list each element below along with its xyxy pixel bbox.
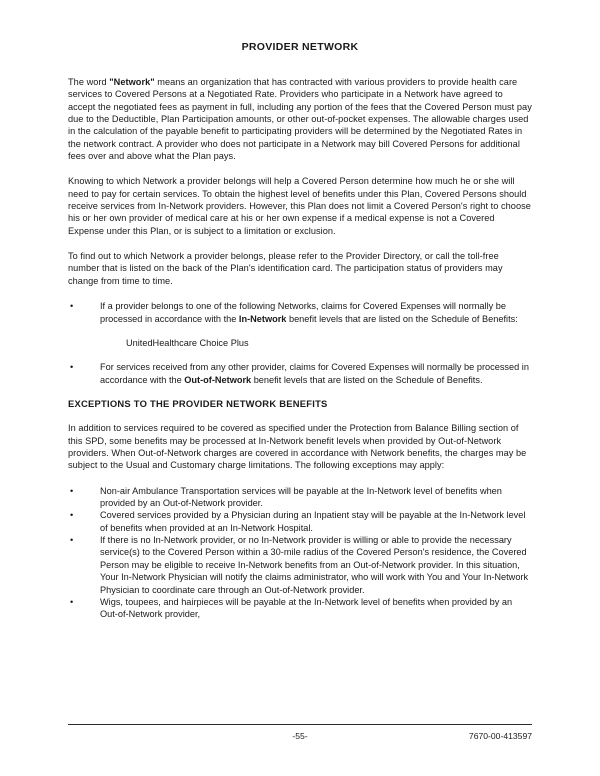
exception-text: Covered services provided by a Physician during an Inpatient stay will be payable at the In-Network level of benefits when provided at an In-Network Hospital. — [100, 510, 526, 533]
out-of-network-post: benefit levels that are listed on the Schedule of Benefits. — [251, 374, 483, 385]
bullet-icon: • — [70, 510, 74, 521]
out-of-network-bold: Out-of-Network — [184, 374, 252, 385]
page-footer — [68, 724, 532, 744]
document-body — [68, 40, 532, 633]
network-bullet-list — [68, 300, 532, 325]
bullet-icon: • — [70, 485, 74, 496]
in-network-pre: If a provider belongs to one of the following Networks, claims for Covered Expenses will normally be processed in accordance with the — [100, 301, 506, 324]
in-network-post: benefit levels that are listed on the Schedule of Benefits: — [286, 313, 518, 324]
list-item — [68, 361, 532, 386]
bullet-icon: • — [70, 535, 74, 546]
out-of-network-bullet-list — [68, 361, 532, 386]
list-item — [68, 534, 532, 596]
footer-divider — [68, 724, 532, 725]
section-heading-exceptions: EXCEPTIONS TO THE PROVIDER NETWORK BENEFITS — [68, 397, 328, 409]
bullet-icon: • — [70, 301, 74, 312]
list-item — [68, 300, 532, 325]
in-network-bold: In-Network — [238, 313, 287, 324]
network-term-bold: "Network" — [109, 77, 155, 87]
exceptions-bullet-list — [68, 485, 532, 621]
out-of-network-pre: For services received from any other provider, claims for Covered Expenses will normally be processed in accordance with the — [100, 362, 529, 385]
footer-row — [68, 730, 532, 744]
exception-text: Non-air Ambulance Transportation services will be payable at the In-Network level of benefits when provided by an Out-of-Network provider. — [100, 485, 502, 509]
paragraph-knowing-network: Knowing to which Network a provider belongs will help a Covered Person determine how much he or she will need to pay for certain services. To obtain the highest level of benefits under this Plan, Covered Persons should receive services from In-Network providers. However, this Plan does not limit a Covered Person's right to choose his or her own provider of medical care at his or her own expense if a medical expense is not a Covered Expense under this Plan, or is subject to a limitation or exclusion. — [68, 176, 531, 236]
paragraph-find-out-network: To find out to which Network a provider belongs, please refer to the Provider Directory, or call the toll-free number that is listed on the back of the Plan's identification card. The participation status of providers may change from time to time. — [68, 251, 503, 286]
network-definition-post: means an organization that has contracted with various providers to provide health care services to Covered Persons at a Negotiated Rate. Providers who participate in a Network have agreed to accept the negotiated fees as payment in full, including any portion of the fees that the Covered Person must pay due to the Deductible, Plan Participation amounts, or other out-of-pocket expenses. The allowable charges used in the calculation of the payable benefit to participating providers will be determined by the Negotiated Rates in the network contract. A provider who does not participate in a Network may bill Covered Persons for additional fees over and above what the Plan pays. — [68, 77, 532, 162]
list-item — [68, 485, 532, 510]
paragraph-network-definition — [68, 76, 532, 162]
exception-text: Wigs, toupees, and hairpieces will be payable at the In-Network level of benefits when provided by an Out-of-Network provider, — [100, 596, 513, 620]
paragraph-exceptions-intro: In addition to services required to be covered as specified under the Protection from Balance Billing section of this SPD, some benefits may be processed at In-Network benefit levels when provided by Out-of-Network providers. When Out-of-Network charges are covered in accordance with Network benefits, the charges may be subject to the Usual and Customary charge limitations. The following exceptions may apply: — [68, 423, 527, 471]
network-definition-pre: The word — [68, 77, 110, 87]
list-item — [68, 509, 532, 534]
network-name-item: UnitedHealthcare Choice Plus — [126, 337, 249, 348]
bullet-icon: • — [70, 596, 74, 607]
bullet-icon: • — [70, 362, 74, 373]
list-item — [68, 596, 532, 621]
exception-text: If there is no In-Network provider, or no In-Network provider is willing or able to provide the necessary service(s) to the Covered Person within a 30-mile radius of the Covered Person's residence, the Covered Person may be eligible to receive In-Network benefits from an Out-of-Network provider. In this situation, Your In-Network Physician will notify the claims administrator, who will work with You and Your In-Network Physician to coordinate care through an Out-of-Network provider. — [100, 535, 529, 595]
footer-page-number: -55- — [292, 731, 308, 741]
footer-document-id: 7670-00-413597 — [468, 731, 532, 741]
page-title: PROVIDER NETWORK — [241, 41, 359, 53]
